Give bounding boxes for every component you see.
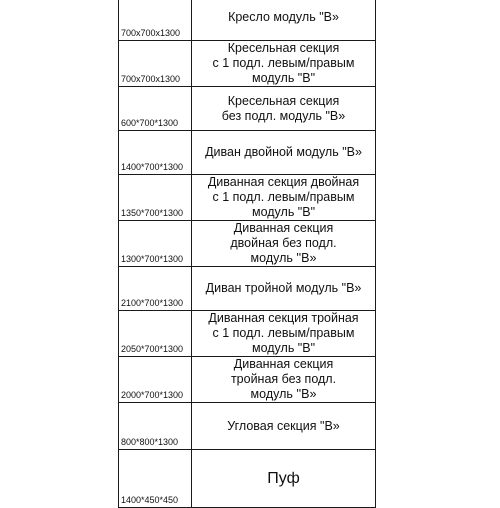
size-text: 800*800*1300 xyxy=(121,437,179,447)
name-cell xyxy=(192,403,376,450)
size-text: 1400*700*1300 xyxy=(121,162,184,172)
size-text: 700x700x1300 xyxy=(121,28,181,38)
size-text: 1400*450*450 xyxy=(121,495,179,505)
size-cell xyxy=(119,41,192,87)
name-cell xyxy=(192,41,376,87)
name-text: Кресельная секция без подл. модуль "В» xyxy=(221,93,346,123)
size-cell xyxy=(119,221,192,267)
name-text: Кресло модуль "В» xyxy=(228,10,339,24)
name-cell xyxy=(192,0,376,41)
name-cell xyxy=(192,87,376,131)
size-text: 2050*700*1300 xyxy=(121,344,184,354)
name-text: Диван тройной модуль "В» xyxy=(205,281,362,295)
size-cell xyxy=(119,357,192,403)
size-cell xyxy=(119,131,192,175)
name-text: Пуф xyxy=(267,470,300,487)
product-table xyxy=(118,0,376,508)
size-text: 1300*700*1300 xyxy=(121,254,184,264)
name-cell xyxy=(192,450,376,508)
size-text: 1350*700*1300 xyxy=(121,208,184,218)
size-text: 700x700x1300 xyxy=(121,74,181,84)
size-text: 2100*700*1300 xyxy=(121,298,184,308)
name-text: Диванная секция тройная с 1 подл. левым/правым модуль "В" xyxy=(208,311,359,355)
size-cell xyxy=(119,311,192,357)
name-text: Диванная секция тройная без подл. модуль ''В» xyxy=(230,357,337,401)
size-text: 2000*700*1300 xyxy=(121,390,184,400)
table-row xyxy=(119,403,376,450)
name-cell xyxy=(192,131,376,175)
size-text: 600*700*1300 xyxy=(121,118,179,128)
table-row xyxy=(119,41,376,87)
size-cell xyxy=(119,87,192,131)
name-cell xyxy=(192,311,376,357)
name-text: Диван двойной модуль "В» xyxy=(205,145,362,159)
name-cell xyxy=(192,267,376,311)
table-row xyxy=(119,267,376,311)
table-row xyxy=(119,357,376,403)
table-row xyxy=(119,450,376,508)
table-row xyxy=(119,0,376,41)
name-text: Диванная секция двойная без подл. модуль ''В» xyxy=(230,221,337,265)
size-cell xyxy=(119,450,192,508)
table-row xyxy=(119,87,376,131)
table-row xyxy=(119,131,376,175)
name-cell xyxy=(192,357,376,403)
table-row xyxy=(119,175,376,221)
size-cell xyxy=(119,267,192,311)
name-cell xyxy=(192,221,376,267)
table-row xyxy=(119,311,376,357)
size-cell xyxy=(119,0,192,41)
name-text: Кресельная секция с 1 подл. левым/правым модуль "В" xyxy=(212,41,355,85)
name-text: Угловая секция "В» xyxy=(227,418,340,433)
name-text: Диванная секция двойная с 1 подл. левым/правым модуль "В" xyxy=(207,175,360,219)
table-row xyxy=(119,221,376,267)
size-cell xyxy=(119,403,192,450)
name-cell xyxy=(192,175,376,221)
size-cell xyxy=(119,175,192,221)
